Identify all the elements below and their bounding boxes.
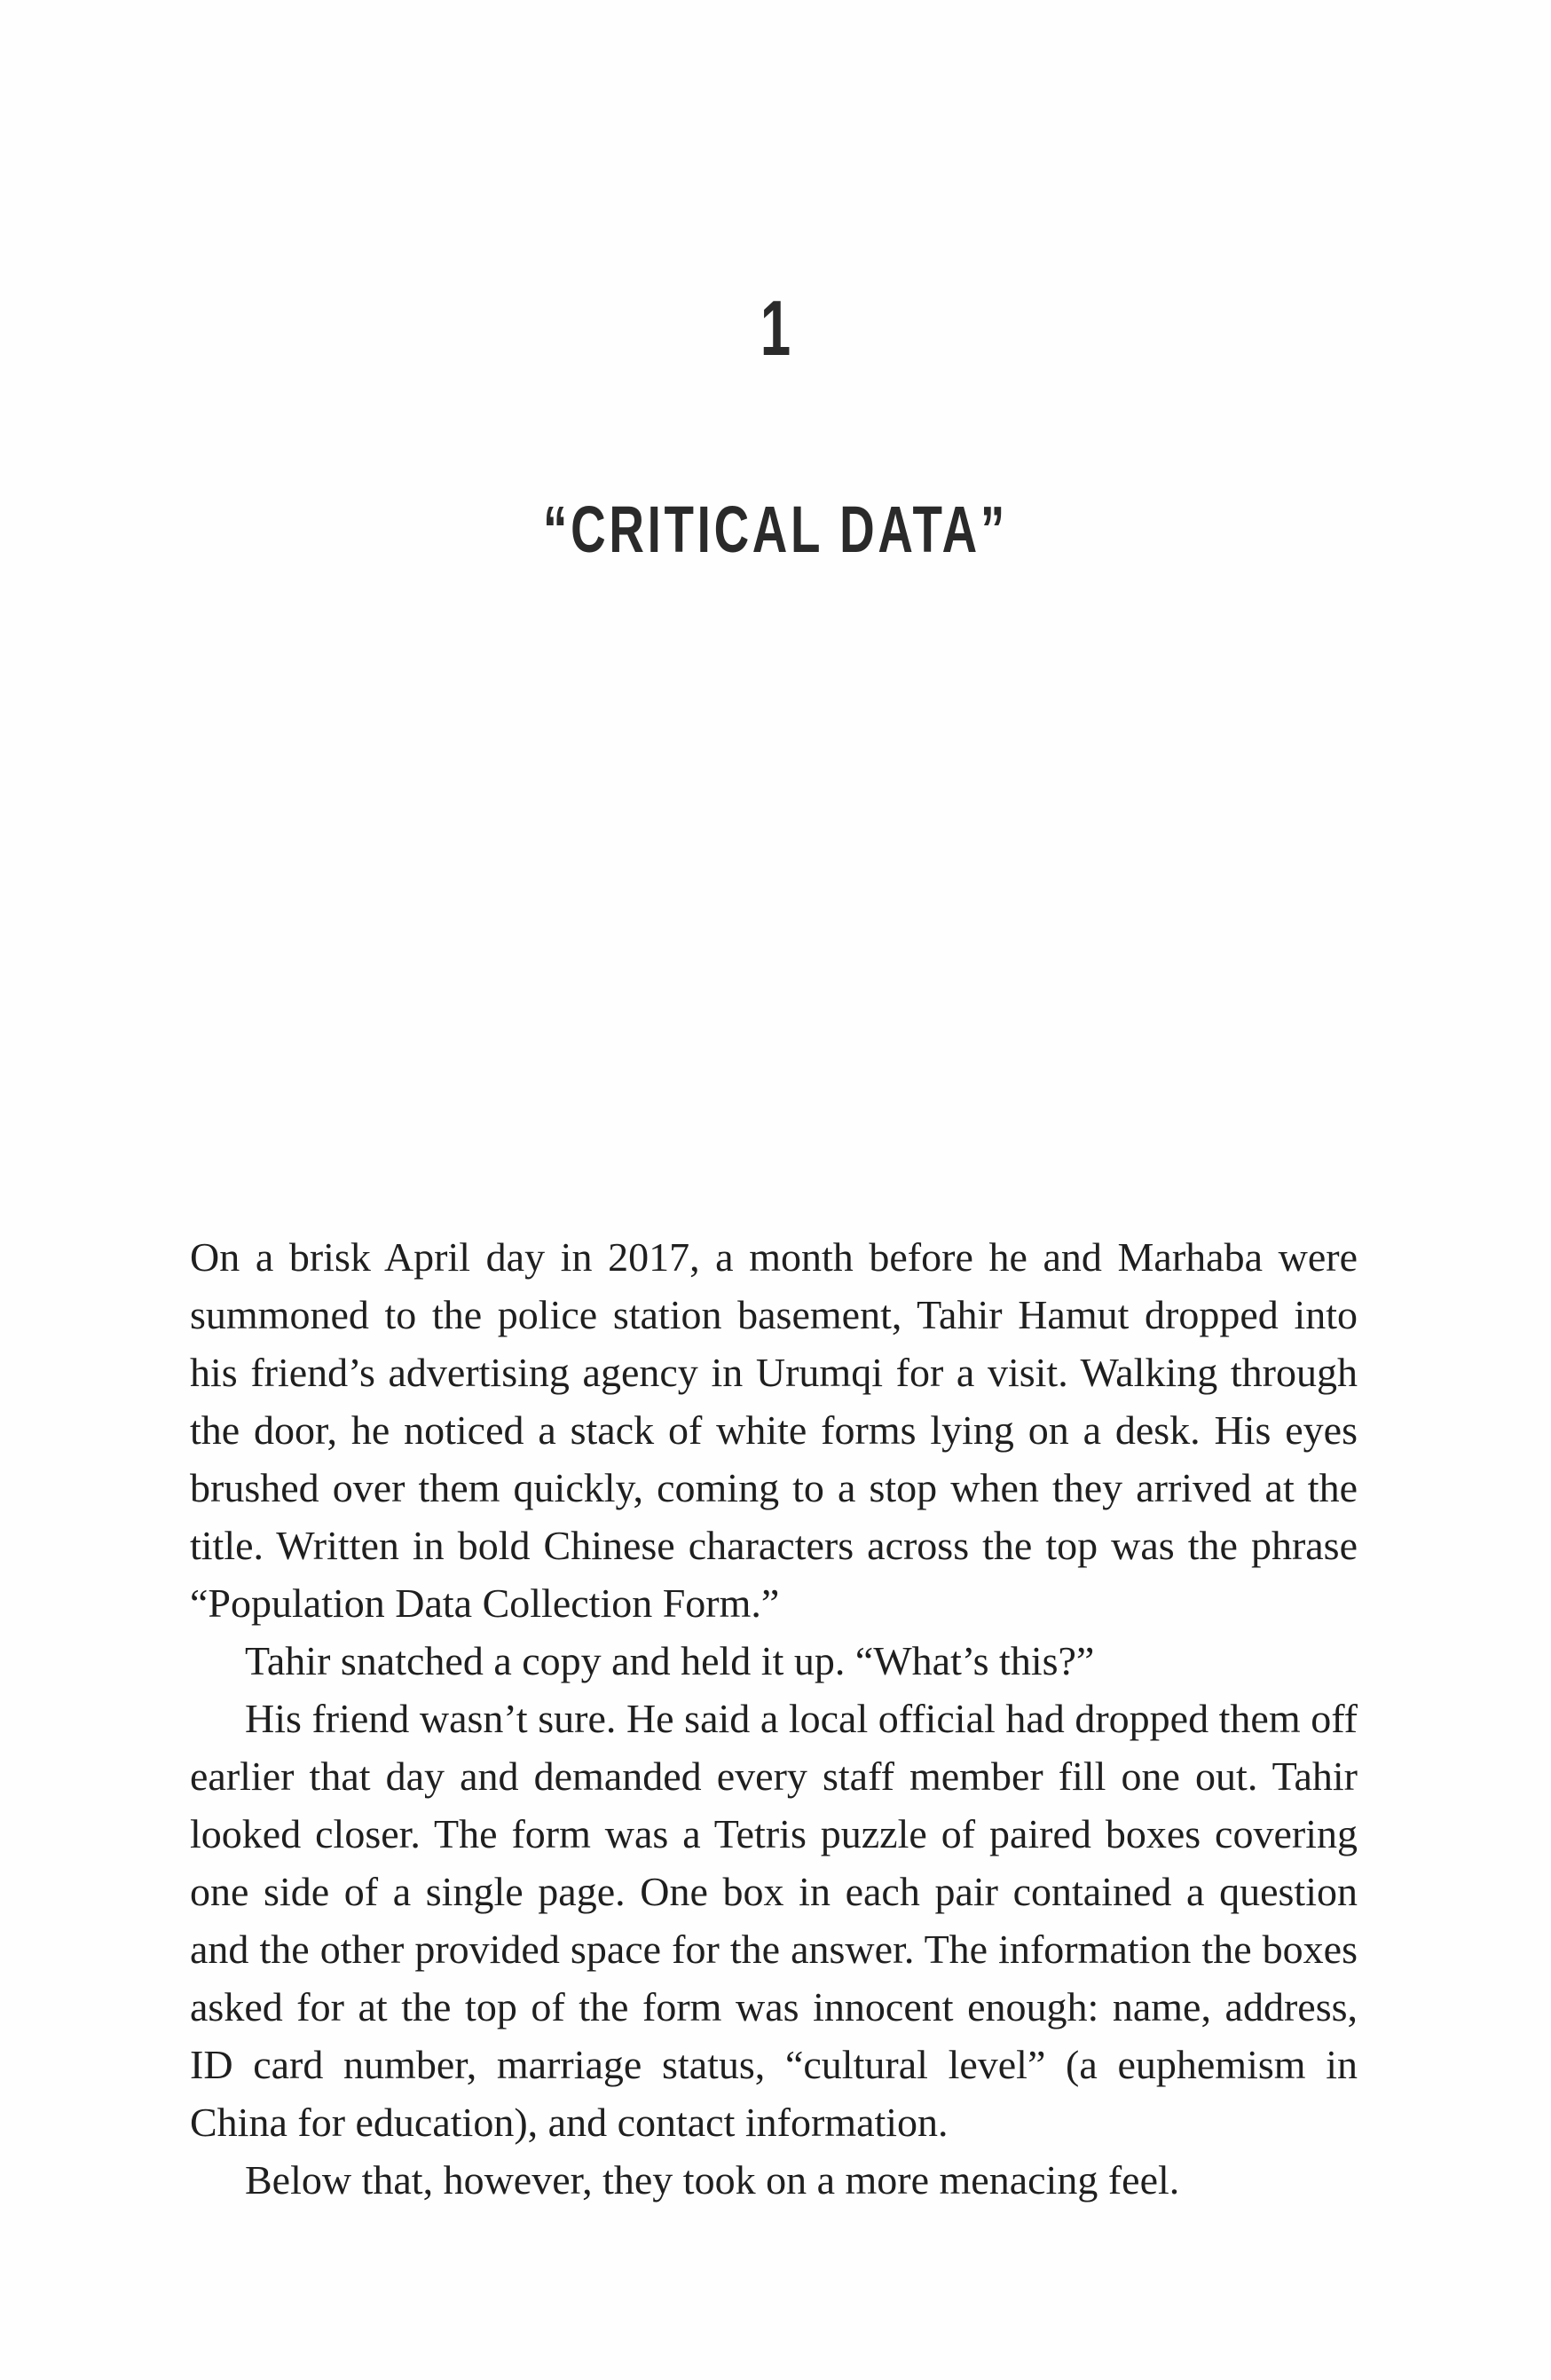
paragraph-2: Tahir snatched a copy and held it up. “What’s this?” xyxy=(245,1638,1095,1683)
chapter-number: 1 xyxy=(760,284,791,372)
paragraph-3: His friend wasn’t sure. He said a local official had dropped them off earlier that day and demanded every staff member fill one out. Tahir looked closer. The form was a Tetris puzzle of paired boxes covering one side of a single page. One box in each pair contained a question and the other provided space for the answer. The information the boxes asked for at the top of the form was innocent enough: name, address, ID card number, marriage status, “cultural level” (a euphemism in China for education), and contact information. xyxy=(190,1696,1358,2145)
chapter-title: “CRITICAL DATA” xyxy=(543,493,1008,566)
chapter-body xyxy=(190,1228,1358,2209)
paragraph-4: Below that, however, they took on a more menacing feel. xyxy=(245,2157,1180,2203)
paragraph-1: On a brisk April day in 2017, a month before he and Marhaba were summoned to the police station basement, Tahir Hamut dropped into his friend’s advertising agency in Urumqi for a visit. Walking through the door, he noticed a stack of white forms lying on a desk. His eyes brushed over them quickly, coming to a stop when they arrived at the title. Written in bold Chinese characters across the top was the phrase “Population Data Collection Form.” xyxy=(190,1234,1358,1626)
